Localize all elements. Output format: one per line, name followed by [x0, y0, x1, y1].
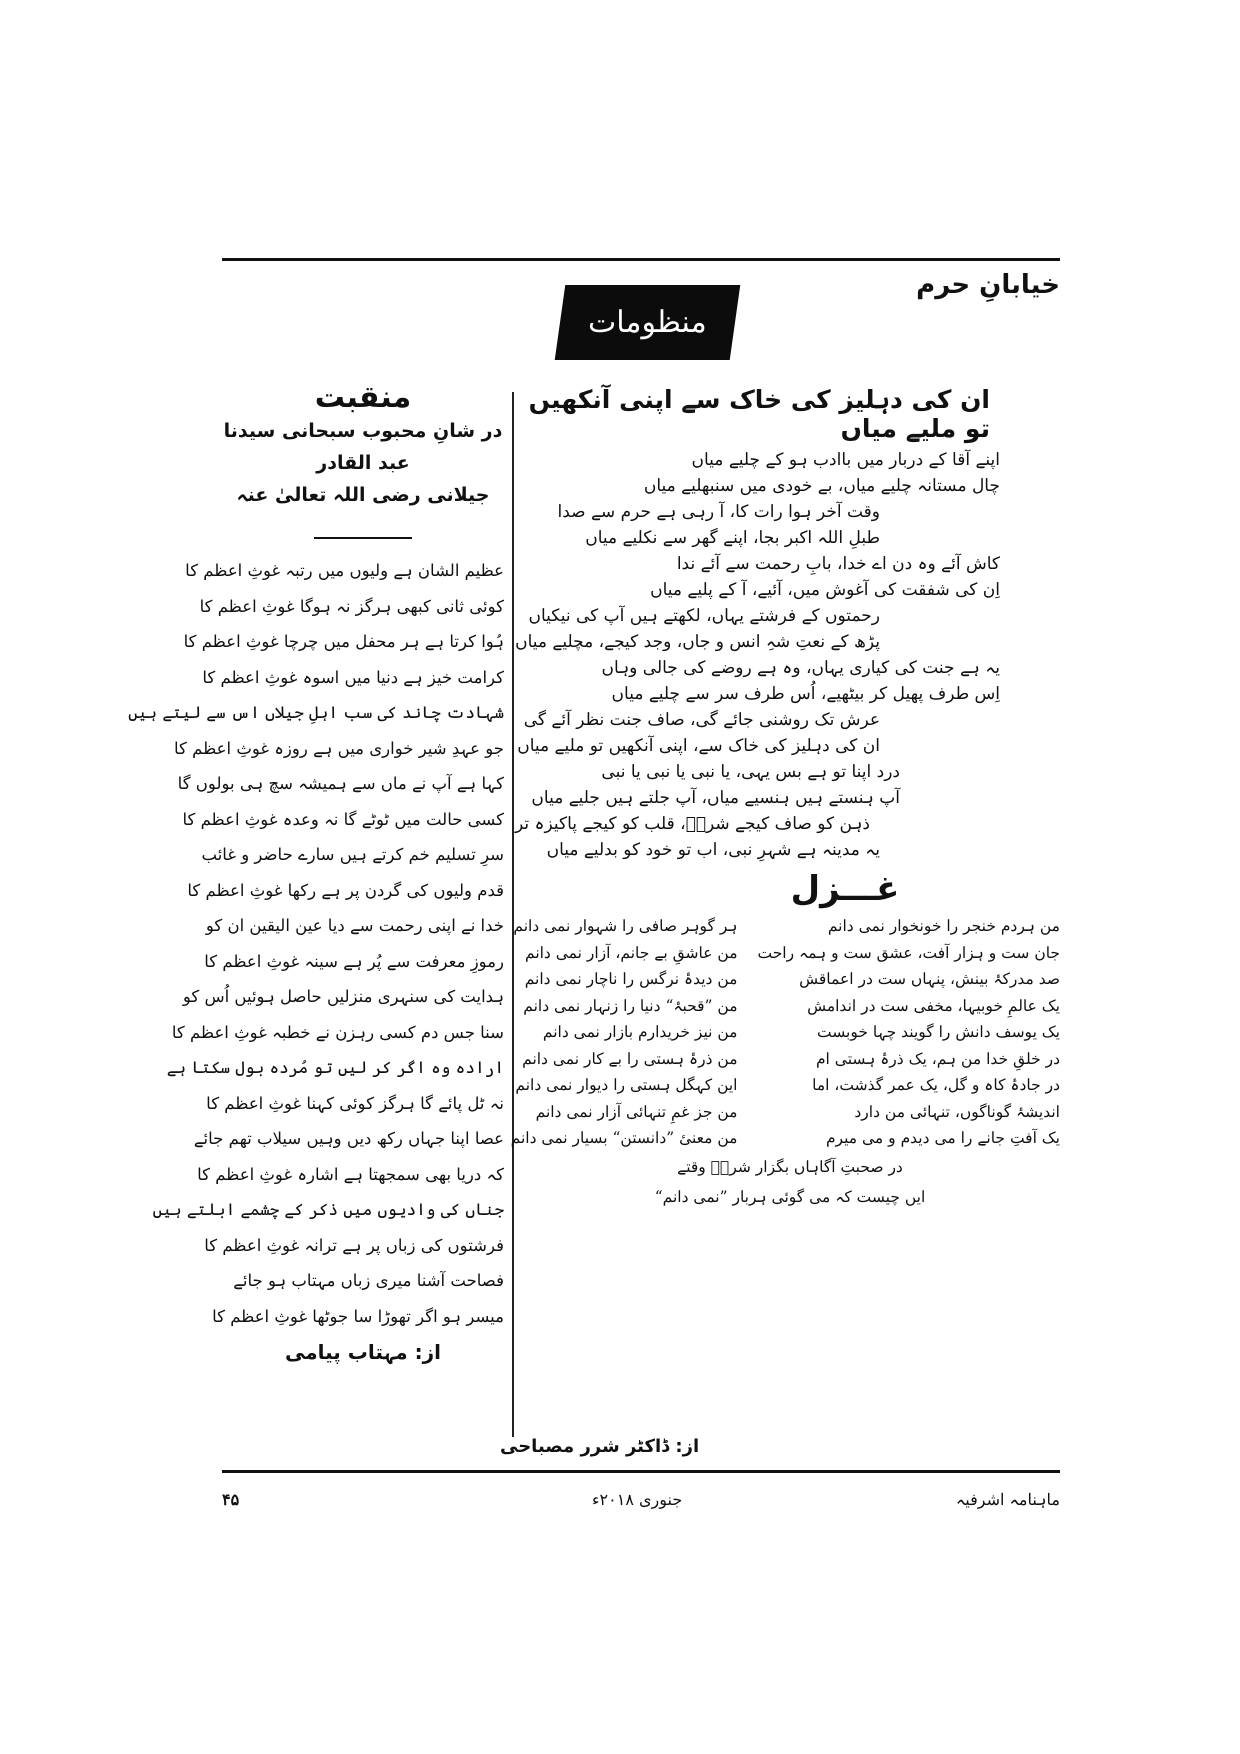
verse-line: آپ ہنستے ہیں ہنسیے میاں، آپ جلتے ہیں جلیے میاں [531, 788, 900, 808]
verse-line: شہادت چاند کی سب اہلِ جیلاں اس سے لیتے ہیں [128, 703, 504, 722]
ghazal-author: از: ڈاکٹر شرر مصباحی [500, 1436, 700, 1457]
naat-ghazal-column [510, 385, 1060, 1212]
ghazal-line-left: من معنیٔ ”دانستن“ بسیار نمی دانم [510, 1129, 738, 1147]
verse-line: خدا نے اپنی رحمت سے دیا عین الیقین ان کو [205, 916, 504, 935]
verse-line: وقت آخر ہوا رات کا، آ رہی ہے حرم سے صدا [557, 502, 880, 522]
verse-line: ہدایت کی سنہری منزلیں حاصل ہوئیں اُس کو [182, 987, 504, 1006]
verse-line: ارادہ وہ اگر کر لیں تو مُردہ بول سکتا ہے [166, 1058, 504, 1077]
verse-line: چال مستانہ چلیے میاں، بے خودی میں سنبھلیے میاں [643, 476, 1000, 496]
short-divider [314, 537, 412, 539]
verse-line: ایں چیست کہ می گوئی ہربار ”نمی دانم“ [654, 1187, 926, 1206]
verse-line: کرامت خیز ہے دنیا میں اسوہ غوثِ اعظم کا [202, 667, 504, 687]
ghazal-title: غـــزل [790, 869, 900, 909]
ghazal-line-left: من نیز خریدارم بازار نمی دانم [542, 1023, 738, 1041]
verse-line: ان کی دہلیز کی خاک سے، اپنی آنکھیں تو ملیے میاں [517, 736, 880, 756]
ghazal-line-left: این کہگل ہستی را دیوار نمی دانم [515, 1076, 738, 1094]
verse-line: قدم ولیوں کی گردن پر ہے رکھا غوثِ اعظم کا [187, 880, 504, 900]
manqabat-verses [128, 553, 508, 1334]
verse-line: رموزِ معرفت سے پُر ہے سینہ غوثِ اعظم کا [204, 951, 504, 971]
verse-line: اپنے آقا کے دربار میں باادب ہو کے چلیے میاں [691, 450, 1000, 470]
verse-line: نہ ٹل پائے گا ہرگز کوئی کہنا غوثِ اعظم کا [206, 1093, 504, 1113]
verse-line: اِس طرف پھیل کر بیٹھیے، اُس طرف سر سے چلیے میاں [611, 684, 1000, 704]
verse-line: در صحبتِ آگاہاں بگزار شررؔ وقتے [677, 1157, 903, 1176]
verse-line: کہا ہے آپ نے ماں سے ہمیشہ سچ ہی بولوں گا [177, 774, 504, 793]
naat-verses [515, 447, 1060, 863]
ghazal-line-right: یک آفتِ جانے را می دیدم و می میرم [825, 1129, 1060, 1147]
ghazal-line-left: من ذرۂ ہستی را بے کار نمی دانم [522, 1049, 738, 1068]
ghazal-verses [510, 913, 1060, 1152]
verse-line: کاش آئے وہ دن اے خدا، بابِ رحمت سے آئے ندا [676, 554, 1000, 574]
verse-line: کسی حالت میں ٹوٹے گا نہ وعدہ غوثِ اعظم کا [182, 809, 504, 829]
banner [555, 285, 741, 360]
verse-line: رحمتوں کے فرشتے یہاں، لکھتے ہیں آپ کی نیکیاں [528, 606, 880, 626]
ghazal-line-left: من عاشقِ بے جانم، آزار نمی دانم [525, 943, 738, 962]
ghazal-line-right: جان ست و ہزار آفت، عشق ست و ہمہ راحت [757, 943, 1060, 962]
verse-line: عصا اپنا جہاں رکھ دیں وہیں سیلاب تھم جائے [193, 1129, 504, 1148]
verse-line: فرشتوں کی زباں پر ہے ترانہ غوثِ اعظم کا [204, 1235, 504, 1255]
issue-date: جنوری ۲۰۱۸ء [592, 1490, 683, 1509]
ghazal-line-left: من دیدۂ نرگس را ناچار نمی دانم [524, 970, 738, 988]
ghazal-line-right: من ہردم خنجر را خونخوار نمی دانم [827, 917, 1060, 935]
ghazal-line-right: اندیشۂ گوناگوں، تنہائی من دارد [854, 1102, 1060, 1121]
verse-line: درد اپنا تو ہے بس یہی، یا نبی یا نبی یا نبی [601, 762, 900, 782]
ghazal-line-left: ہر گوہر صافی را شہوار نمی دانم [513, 917, 738, 935]
ghazal-line-right: یک عالمِ خوبیہا، مخفی ست در اندامش [807, 996, 1060, 1015]
verse-line: کوئی ثانی کبھی ہرگز نہ ہوگا غوثِ اعظم کا [199, 596, 504, 616]
verse-line: یہ ہے جنت کی کیاری یہاں، وہ ہے روضے کی جالی وہاں [601, 658, 1000, 678]
verse-line: ذہن کو صاف کیجے شررؔ، قلب کو کیجے پاکیزہ تر [515, 814, 870, 834]
verse-line: فصاحت آشنا میری زباں مہتاب ہو جائے [233, 1271, 504, 1290]
manqabat-subtitle-1: در شانِ محبوب سبحانی سیدنا عبد القادر [223, 420, 503, 474]
ghazal-line-right: یک یوسف دانش را گویند چہا خوبست [816, 1023, 1060, 1041]
verse-line: جناں کی وادیوں میں ذکر کے چشمے ابلتے ہیں [152, 1200, 504, 1219]
verse-line: طبلِ اللہ اکبر بجا، اپنے گھر سے نکلیے میاں [585, 528, 880, 548]
verse-line: کہ دریا بھی سمجھتا ہے اشارہ غوثِ اعظم کا [197, 1164, 504, 1184]
page-footer [222, 1490, 1060, 1520]
banner-label: منظومات [588, 305, 707, 340]
bottom-rule [222, 1470, 1060, 1473]
magazine-name: ماہنامہ اشرفیہ [955, 1490, 1060, 1509]
verse-line: اِن کی شفقت کی آغوش میں، آئیے، آ کے پلیے میاں [650, 580, 1000, 600]
verse-line: سرِ تسلیم خم کرتے ہیں سارے حاضر و غائب [201, 845, 504, 864]
manqabat-title: منقبت [314, 380, 412, 415]
top-rule [222, 258, 1060, 261]
verse-line: میسر ہو اگر تھوڑا سا جوٹھا غوثِ اعظم کا [212, 1306, 504, 1326]
verse-line: سنا جس دم کسی رہزن نے خطبہ غوثِ اعظم کا [171, 1022, 504, 1042]
ghazal-final-couplet [520, 1152, 1060, 1212]
ghazal-line-right: صد مدرکۂ بینش، پنہاں ست در اعماقش [799, 970, 1060, 988]
page-number: ۴۵ [222, 1490, 240, 1509]
ghazal-line-right: در جادۂ کاہ و گل، یک عمر گذشت، اما [812, 1076, 1060, 1094]
verse-line: یہ مدینہ ہے شہرِ نبی، اب تو خود کو بدلیے میاں [546, 840, 880, 860]
manqabat-author: از: مہتاب پیامی [285, 1340, 441, 1364]
ghazal-line-right: در خلقِ خدا من ہم، یک ذرۂ ہستی ام [815, 1049, 1060, 1068]
verse-line: ہُوا کرتا ہے ہر محفل میں چرچا غوثِ اعظم کا [183, 632, 504, 651]
verse-line: عرش تک روشنی جائے گی، صاف جنت نظر آئے گی [523, 710, 880, 730]
verse-line: پڑھ کے نعتِ شہِ انس و جاں، وجد کیجے، مچلیے میاں [515, 632, 880, 652]
manqabat-column [128, 380, 508, 1364]
naat-title: ان کی دہلیز کی خاک سے اپنی آنکھیں تو ملیے میاں [528, 385, 990, 443]
section-title: خیابانِ حرم [916, 270, 1060, 300]
ghazal-line-left: من جز غمِ تنہائی آزار نمی دانم [535, 1102, 738, 1121]
verse-line: جو عہدِ شیر خواری میں ہے روزہ غوثِ اعظم کا [174, 738, 504, 758]
verse-line: عظیم الشان ہے ولیوں میں رتبہ غوثِ اعظم کا [185, 561, 504, 580]
manqabat-subtitle-2: جیلانی رضی اللہ تعالیٰ عنہ [236, 484, 490, 506]
ghazal-line-left: من ”قحبۂ“ دنیا را زنہار نمی دانم [523, 996, 738, 1015]
